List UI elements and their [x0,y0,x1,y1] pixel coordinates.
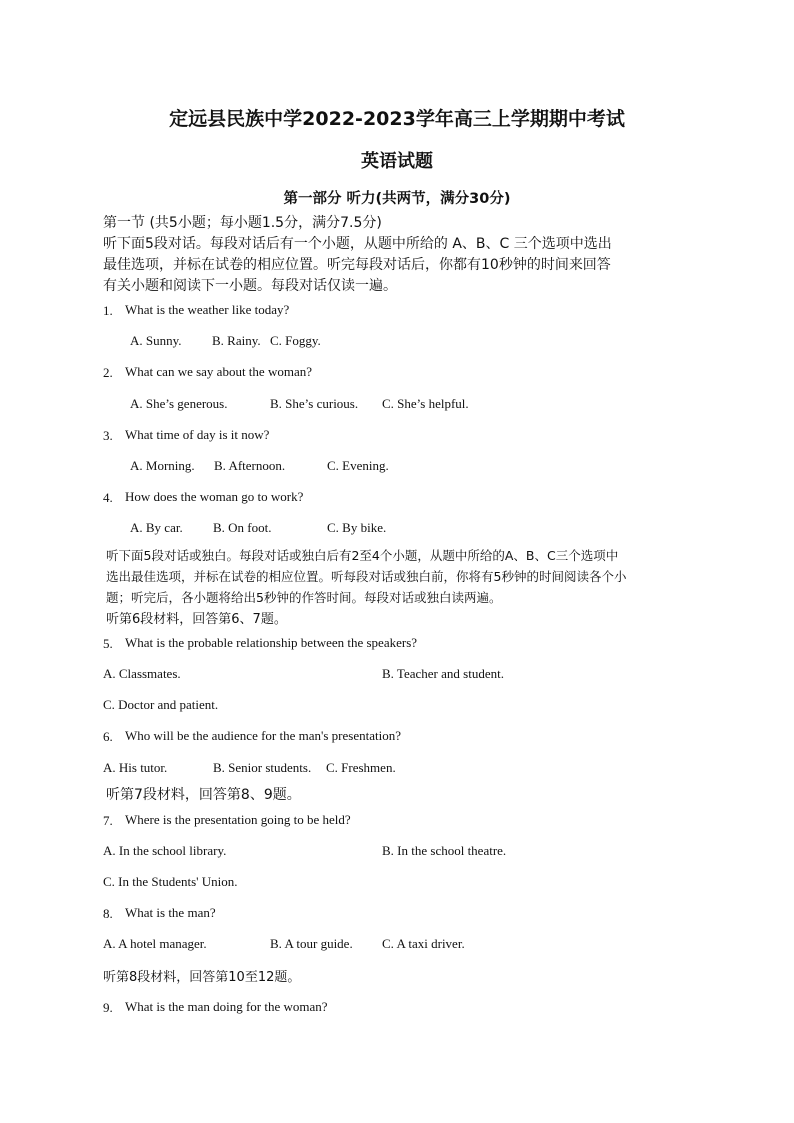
question-number: 7. [103,813,113,828]
section1-instruction-line: 听下面5段对话。每段对话后有一个小题，从题中所给的 A、B、C 三个选项中选出 [103,236,612,252]
option-a: A. A hotel manager. [103,936,207,951]
question-number: 5. [103,636,113,651]
option-a: A. Sunny. [130,333,182,348]
section2-instruction-line: 题；听完后，各小题将给出5秒钟的作答时间。每段对话或独白读两遍。 [106,590,502,605]
exam-subtitle: 英语试题 [361,151,433,172]
section2-instruction-line: 听下面5段对话或独白。每段对话或独白后有2至4个小题，从题中所给的A、B、C三个选项中 [106,548,619,563]
question-text: What is the weather like today? [125,302,290,317]
exam-title: 定远县民族中学2022-2023学年高三上学期期中考试 [169,108,625,130]
question-text: What is the probable relationship between the speakers? [125,635,418,650]
option-a: A. By car. [130,520,183,535]
section2-instruction-line: 选出最佳选项，并标在试卷的相应位置。听每段对话或独白前，你将有5秒钟的时间阅读各个小 [106,569,627,584]
question-text: Where is the presentation going to be held? [125,812,351,827]
option-a: A. His tutor. [103,760,168,775]
question-text: What can we say about the woman? [125,364,312,379]
question-text: What is the man? [125,905,216,920]
question-text: How does the woman go to work? [125,489,304,504]
option-c: C. A taxi driver. [382,936,465,951]
section1-instruction-line: 最佳选项，并标在试卷的相应位置。听完每段对话后，你都有10秒钟的时间来回答 [103,257,611,273]
option-b: B. A tour guide. [270,936,353,951]
question-number: 6. [103,729,113,744]
question-number: 4. [103,490,113,505]
option-c: C. Freshmen. [326,760,396,775]
option-b: B. Senior students. [213,760,312,775]
option-a: A. Morning. [130,458,195,473]
section1-instruction-line: 有关小题和阅读下一小题。每段对话仅读一遍。 [103,278,397,294]
option-b: B. She’s curious. [270,396,359,411]
option-a: A. She’s generous. [130,396,228,411]
option-b: B. Teacher and student. [382,666,504,681]
question-text: Who will be the audience for the man's presentation? [125,728,401,743]
option-c: C. Foggy. [270,333,321,348]
question-number: 9. [103,1000,113,1015]
option-b: B. Afternoon. [214,458,286,473]
question-text: What is the man doing for the woman? [125,999,328,1014]
option-c: C. She’s helpful. [382,396,469,411]
question-number: 3. [103,428,113,443]
option-c: C. By bike. [327,520,387,535]
option-c: C. In the Students' Union. [103,874,238,889]
material-heading: 听第7段材料，回答第8、9题。 [106,787,301,803]
part-title: 第一部分 听力(共两节，满分30分) [283,191,511,207]
material-heading: 听第6段材料，回答第6、7题。 [106,612,287,627]
question-number: 1. [103,303,113,318]
question-number: 8. [103,906,113,921]
option-c: C. Evening. [327,458,389,473]
option-a: A. In the school library. [103,843,227,858]
option-b: B. On foot. [213,520,272,535]
option-a: A. Classmates. [103,666,181,681]
material-heading: 听第8段材料，回答第10至12题。 [103,970,301,985]
question-text: What time of day is it now? [125,427,270,442]
option-b: B. Rainy. [212,333,261,348]
section1-heading: 第一节 (共5小题；每小题1.5分，满分7.5分) [103,215,382,231]
option-c: C. Doctor and patient. [103,697,219,712]
option-b: B. In the school theatre. [382,843,507,858]
question-number: 2. [103,365,113,380]
